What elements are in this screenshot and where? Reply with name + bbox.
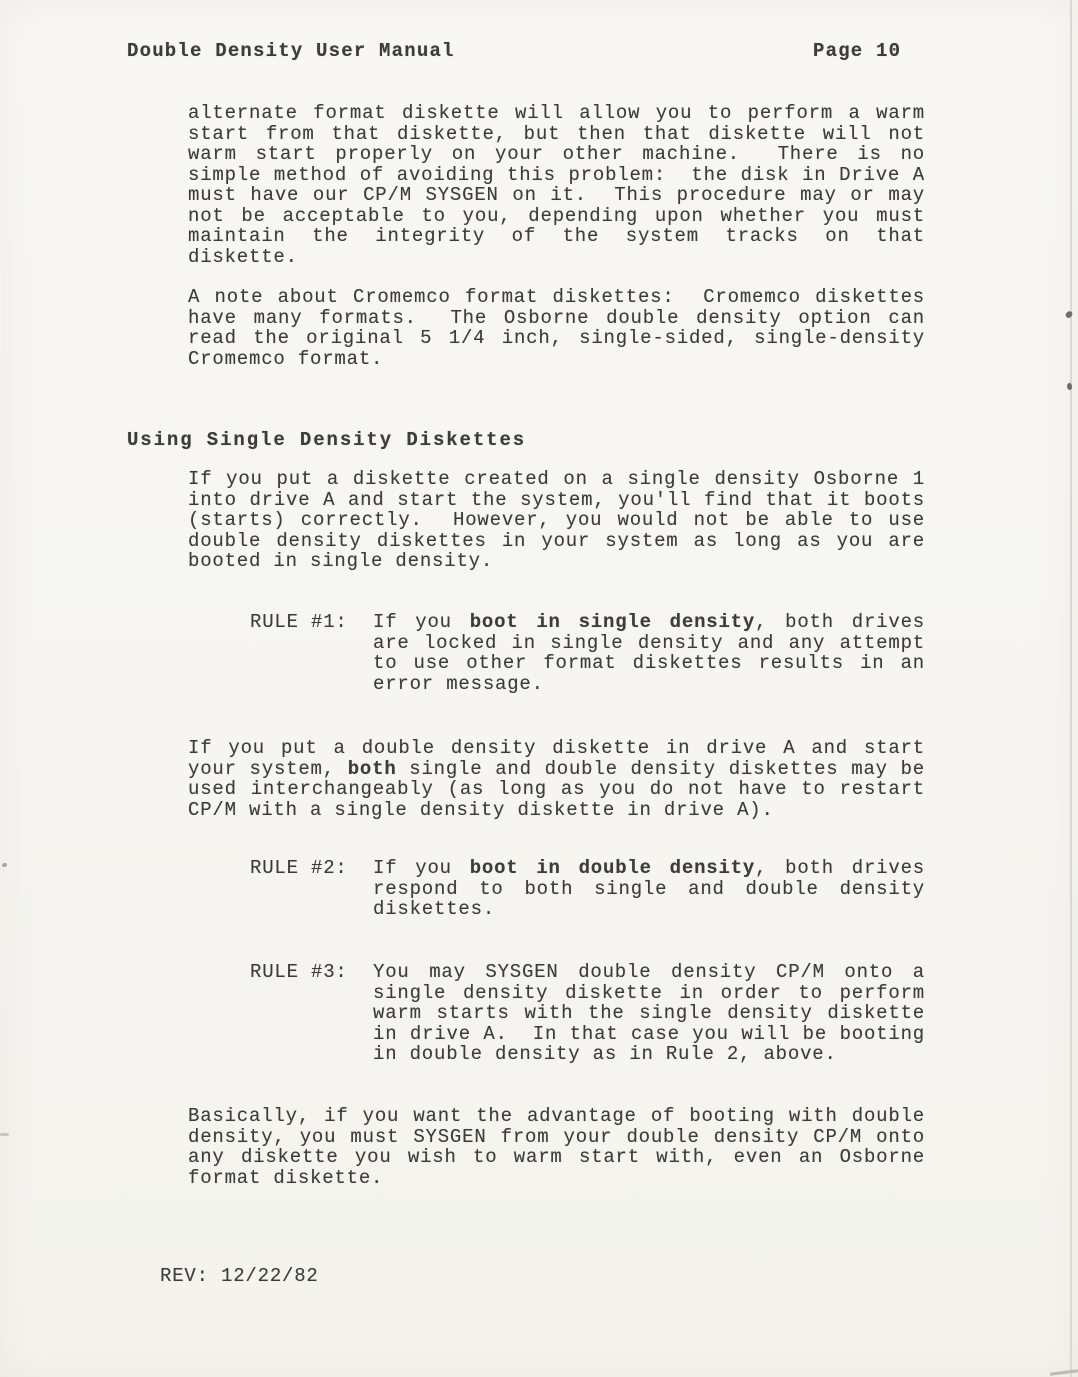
plain-text: have many formats. The Osborne double density option can bbox=[188, 306, 925, 329]
plain-text: error message. bbox=[373, 672, 544, 695]
text-line bbox=[188, 247, 925, 268]
text-line bbox=[188, 165, 925, 186]
text-line bbox=[188, 328, 925, 349]
plain-text: not be acceptable to you, depending upon whether you must bbox=[188, 204, 925, 227]
text-line bbox=[188, 1147, 925, 1168]
text-line bbox=[373, 612, 925, 633]
text-line bbox=[188, 779, 925, 800]
text-line bbox=[188, 1106, 925, 1127]
plain-text: single and double density diskettes may be bbox=[396, 757, 926, 780]
plain-text: used interchangeably (as long as you do not have to restart bbox=[188, 778, 925, 800]
revision-date: REV: 12/22/82 bbox=[160, 1265, 319, 1287]
paragraph-summary bbox=[188, 1106, 925, 1188]
text-line bbox=[188, 531, 925, 552]
scan-speck bbox=[0, 1133, 9, 1136]
plain-text: Cromemco format. bbox=[188, 347, 384, 370]
text-line bbox=[373, 962, 925, 983]
document-title: Double Density User Manual bbox=[127, 40, 455, 62]
text-line bbox=[188, 759, 925, 780]
plain-text: , both drives bbox=[755, 611, 925, 633]
text-line bbox=[188, 469, 925, 490]
rule-3-label: RULE #3: bbox=[250, 961, 348, 983]
text-line bbox=[188, 1127, 925, 1148]
paragraph-warm-start bbox=[188, 103, 925, 267]
page-number: Page 10 bbox=[813, 40, 902, 62]
text-line bbox=[188, 510, 925, 531]
text-line bbox=[188, 490, 925, 511]
paragraph-double-density-boot bbox=[188, 738, 925, 820]
text-line bbox=[373, 1044, 925, 1065]
plain-text: warm start properly on your other machine. There is no bbox=[188, 143, 925, 165]
plain-text: respond to both single and double density bbox=[373, 877, 925, 900]
text-line bbox=[373, 1024, 925, 1045]
scan-corner-mark bbox=[1050, 1369, 1078, 1375]
text-line bbox=[188, 103, 925, 124]
text-line bbox=[373, 653, 925, 674]
text-line bbox=[188, 226, 925, 247]
plain-text: warm starts with the single density diskette bbox=[373, 1002, 925, 1024]
text-line bbox=[188, 800, 925, 821]
plain-text: , both drives bbox=[755, 857, 925, 879]
plain-text: to use other format diskettes results in an bbox=[373, 652, 925, 674]
plain-text: format diskette. bbox=[188, 1166, 384, 1189]
text-line bbox=[188, 124, 925, 145]
plain-text: If you bbox=[373, 857, 470, 879]
text-line bbox=[188, 551, 925, 572]
bold-text: boot in double density bbox=[469, 857, 756, 879]
plain-text: any diskette you wish to warm start with, even an Osborne bbox=[188, 1146, 925, 1168]
plain-text: start from that diskette, but then that diskette will not bbox=[188, 122, 925, 145]
plain-text: your system, bbox=[188, 757, 348, 780]
plain-text: diskette. bbox=[188, 245, 298, 268]
text-line bbox=[373, 1003, 925, 1024]
scan-speck bbox=[2, 863, 7, 867]
plain-text: in double density as in Rule 2, above. bbox=[373, 1043, 837, 1065]
plain-text: in drive A. In that case you will be booting bbox=[373, 1022, 925, 1045]
plain-text: You may SYSGEN double density CP/M onto a bbox=[373, 961, 925, 983]
text-line bbox=[188, 287, 925, 308]
plain-text: Basically, if you want the advantage of booting with double bbox=[188, 1105, 925, 1127]
rule-block-3 bbox=[250, 962, 926, 1065]
plain-text: into drive A and start the system, you'll find that it boots bbox=[188, 488, 925, 511]
rule-1-text bbox=[373, 612, 925, 694]
text-line bbox=[373, 879, 925, 900]
text-line bbox=[188, 206, 925, 227]
plain-text: double density diskettes in your system as long as you are bbox=[188, 529, 925, 552]
paragraph-single-density-boot bbox=[188, 469, 925, 572]
scan-edge-line bbox=[1070, 0, 1072, 1377]
text-line bbox=[373, 983, 925, 1004]
text-line bbox=[188, 349, 925, 370]
text-line bbox=[373, 674, 925, 695]
text-line bbox=[373, 899, 925, 920]
plain-text: are locked in single density and any attempt bbox=[373, 631, 925, 654]
plain-text: If you bbox=[373, 611, 470, 633]
rule-block-2 bbox=[250, 858, 926, 920]
plain-text: CP/M with a single density diskette in drive A). bbox=[188, 798, 774, 821]
plain-text: must have our CP/M SYSGEN on it. This procedure may or may bbox=[188, 184, 925, 206]
plain-text: maintain the integrity of the system tracks on that bbox=[188, 225, 925, 247]
bold-text: boot in single density bbox=[469, 611, 756, 633]
plain-text: If you put a double density diskette in drive A and start bbox=[188, 737, 925, 759]
rule-2-label: RULE #2: bbox=[250, 857, 348, 879]
plain-text: read the original 5 1/4 inch, single-sided, single-density bbox=[188, 327, 925, 349]
plain-text: density, you must SYSGEN from your double density CP/M onto bbox=[188, 1125, 925, 1148]
plain-text: single density diskette in order to perform bbox=[373, 981, 925, 1004]
rule-2-text bbox=[373, 858, 925, 920]
plain-text: booted in single density. bbox=[188, 550, 494, 572]
text-line bbox=[188, 185, 925, 206]
bold-text: both bbox=[347, 757, 397, 780]
section-heading: Using Single Density Diskettes bbox=[127, 429, 527, 451]
plain-text: (starts) correctly. However, you would not be able to use bbox=[188, 509, 925, 531]
text-line bbox=[373, 858, 925, 879]
text-line bbox=[188, 308, 925, 329]
plain-text: alternate format diskette will allow you to perform a warm bbox=[188, 102, 925, 124]
rule-block-1 bbox=[250, 612, 926, 694]
plain-text: A note about Cromemco format diskettes: Cromemco diskettes bbox=[188, 286, 925, 308]
text-line bbox=[188, 738, 925, 759]
text-line bbox=[373, 633, 925, 654]
plain-text: If you put a diskette created on a single density Osborne 1 bbox=[188, 468, 925, 490]
plain-text: simple method of avoiding this problem: the disk in Drive A bbox=[188, 163, 925, 186]
text-line bbox=[188, 144, 925, 165]
text-line bbox=[188, 1168, 925, 1189]
rule-3-text bbox=[373, 962, 925, 1065]
plain-text: diskettes. bbox=[373, 898, 496, 920]
rule-1-label: RULE #1: bbox=[250, 611, 348, 633]
paragraph-cromemco-note bbox=[188, 287, 925, 369]
